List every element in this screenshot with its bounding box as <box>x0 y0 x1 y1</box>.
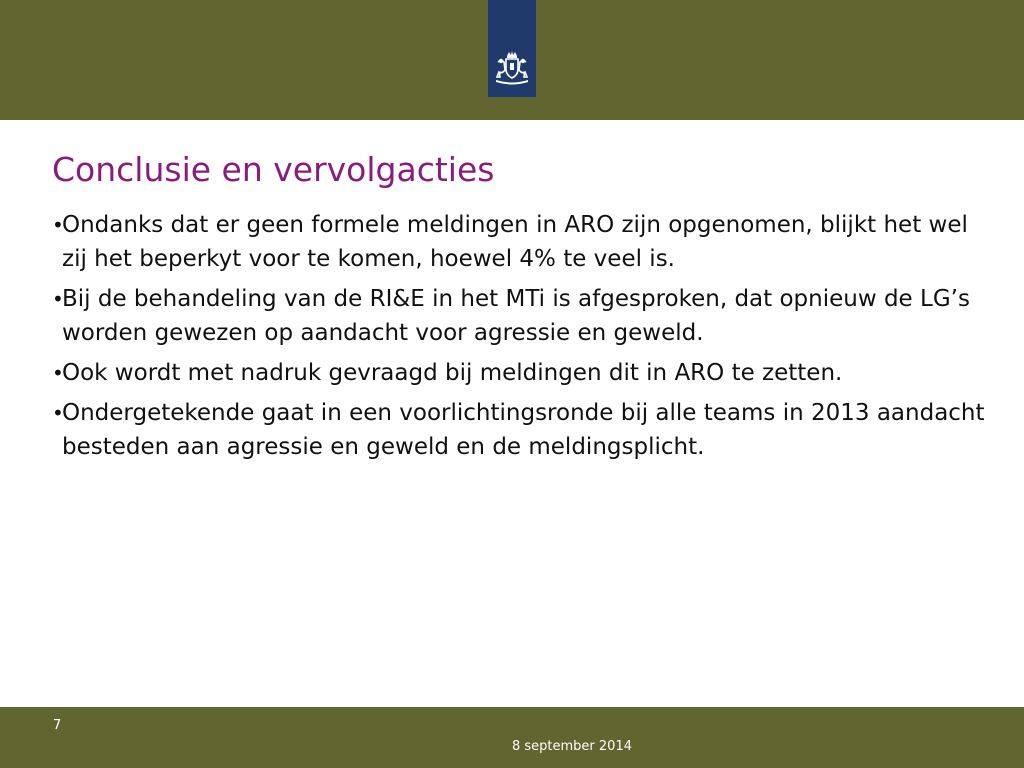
footer-band <box>0 707 1024 768</box>
bullet-icon: • <box>52 287 64 311</box>
bullet-text: Ondanks dat er geen formele meldingen in ARO zijn opgenomen, blijkt het wel zij het beperkyt voor te komen, hoewel 4% te veel is. <box>62 212 968 272</box>
list-item <box>52 282 997 350</box>
coat-of-arms-icon <box>492 50 532 86</box>
header-band <box>0 0 1024 120</box>
list-item <box>52 356 997 390</box>
list-item <box>52 396 997 464</box>
bullet-text: Ook wordt met nadruk gevraagd bij meldingen dit in ARO te zetten. <box>62 360 843 386</box>
bullet-text: Bij de behandeling van de RI&E in het MTi is afgesproken, dat opnieuw de LG’s worden gewezen op aandacht voor agressie en geweld. <box>62 286 970 346</box>
bullet-text: Ondergetekende gaat in een voorlichtingsronde bij alle teams in 2013 aandacht besteden aan agressie en geweld en de meldingsplicht. <box>62 400 985 460</box>
list-item <box>52 208 997 276</box>
page-number: 7 <box>53 718 62 733</box>
slide-title: Conclusie en vervolgacties <box>52 150 495 189</box>
footer-date: 8 september 2014 <box>512 739 632 754</box>
bullet-icon: • <box>52 213 64 237</box>
bullet-icon: • <box>52 361 64 385</box>
bullet-icon: • <box>52 401 64 425</box>
logo-tab <box>488 0 536 97</box>
bullet-list <box>52 208 997 470</box>
